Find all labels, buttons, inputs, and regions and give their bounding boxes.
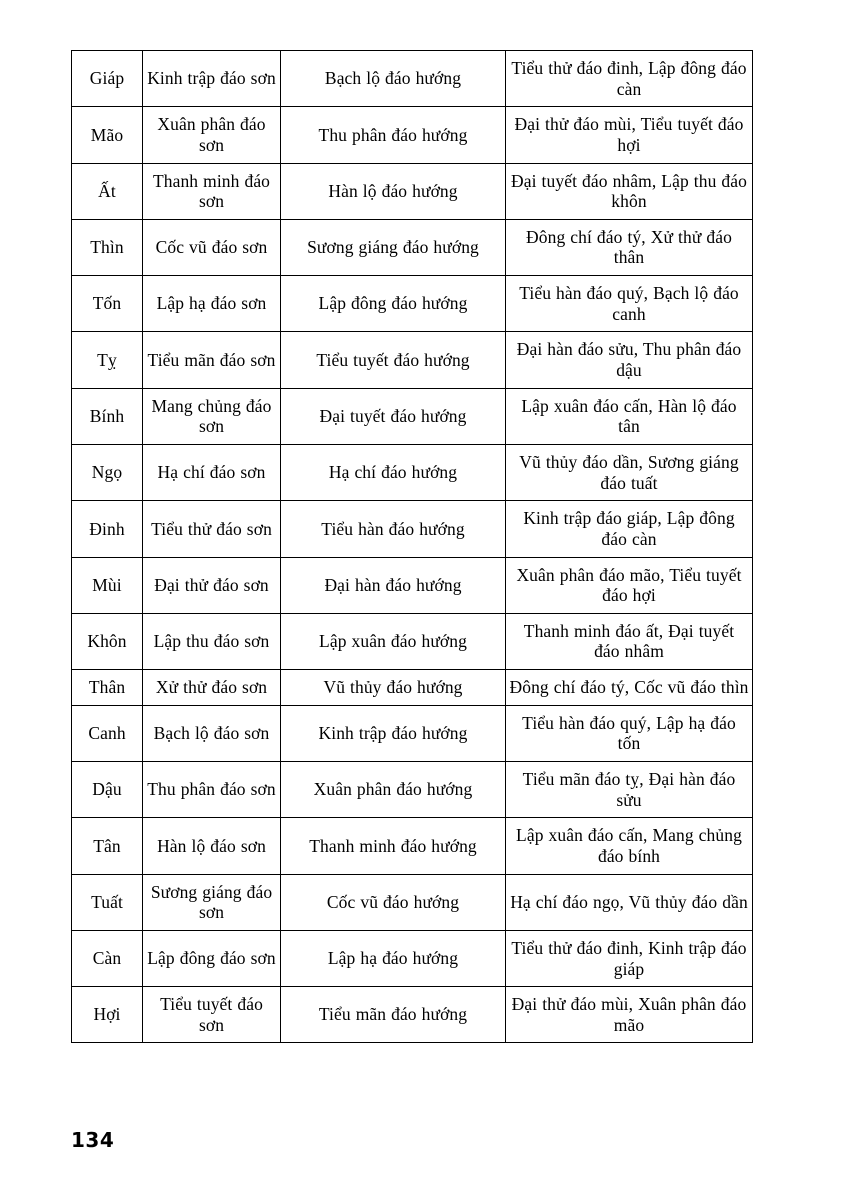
cell-dao-huong: Thanh minh đáo hướng (281, 818, 506, 874)
almanac-table-body (72, 51, 753, 1043)
cell-can-chi: Đinh (72, 501, 143, 557)
cell-can-chi: Tốn (72, 276, 143, 332)
table-row (72, 219, 753, 275)
cell-dao-pair: Lập xuân đáo cấn, Mang chủng đáo bính (506, 818, 753, 874)
cell-dao-huong: Cốc vũ đáo hướng (281, 874, 506, 930)
cell-can-chi: Mão (72, 107, 143, 163)
cell-dao-son: Kinh trập đáo sơn (143, 51, 281, 107)
cell-can-chi: Tuất (72, 874, 143, 930)
cell-dao-son: Sương giáng đáo sơn (143, 874, 281, 930)
table-row (72, 51, 753, 107)
cell-dao-huong: Bạch lộ đáo hướng (281, 51, 506, 107)
cell-dao-huong: Thu phân đáo hướng (281, 107, 506, 163)
cell-dao-son: Đại thử đáo sơn (143, 557, 281, 613)
cell-dao-pair: Đại tuyết đáo nhâm, Lập thu đáo khôn (506, 163, 753, 219)
cell-dao-huong: Xuân phân đáo hướng (281, 762, 506, 818)
cell-dao-son: Tiểu mãn đáo sơn (143, 332, 281, 388)
cell-dao-pair: Xuân phân đáo mão, Tiểu tuyết đáo hợi (506, 557, 753, 613)
table-row (72, 613, 753, 669)
cell-dao-son: Cốc vũ đáo sơn (143, 219, 281, 275)
cell-dao-huong: Sương giáng đáo hướng (281, 219, 506, 275)
cell-dao-pair: Đại hàn đáo sửu, Thu phân đáo dậu (506, 332, 753, 388)
cell-can-chi: Khôn (72, 613, 143, 669)
cell-dao-huong: Tiểu hàn đáo hướng (281, 501, 506, 557)
cell-dao-son: Xuân phân đáo sơn (143, 107, 281, 163)
table-row (72, 501, 753, 557)
table-row (72, 332, 753, 388)
cell-dao-son: Hạ chí đáo sơn (143, 444, 281, 500)
table-row (72, 818, 753, 874)
cell-dao-son: Mang chủng đáo sơn (143, 388, 281, 444)
cell-dao-son: Lập đông đáo sơn (143, 930, 281, 986)
cell-dao-son: Thu phân đáo sơn (143, 762, 281, 818)
cell-dao-pair: Tiểu thử đáo đinh, Kinh trập đáo giáp (506, 930, 753, 986)
cell-dao-son: Tiểu thử đáo sơn (143, 501, 281, 557)
table-row (72, 388, 753, 444)
cell-dao-pair: Tiểu thử đáo đinh, Lập đông đáo càn (506, 51, 753, 107)
cell-can-chi: Thân (72, 670, 143, 706)
table-row (72, 930, 753, 986)
cell-dao-pair: Thanh minh đáo ất, Đại tuyết đáo nhâm (506, 613, 753, 669)
cell-dao-huong: Hạ chí đáo hướng (281, 444, 506, 500)
cell-dao-huong: Đại hàn đáo hướng (281, 557, 506, 613)
cell-can-chi: Tỵ (72, 332, 143, 388)
table-row (72, 762, 753, 818)
table-row (72, 276, 753, 332)
cell-dao-son: Bạch lộ đáo sơn (143, 705, 281, 761)
table-row (72, 987, 753, 1043)
table-row (72, 874, 753, 930)
cell-can-chi: Bính (72, 388, 143, 444)
cell-dao-huong: Đại tuyết đáo hướng (281, 388, 506, 444)
cell-dao-pair: Đông chí đáo tý, Xử thử đáo thân (506, 219, 753, 275)
almanac-table (71, 50, 753, 1043)
cell-can-chi: Càn (72, 930, 143, 986)
cell-dao-son: Lập hạ đáo sơn (143, 276, 281, 332)
cell-can-chi: Thìn (72, 219, 143, 275)
table-row (72, 444, 753, 500)
cell-dao-huong: Hàn lộ đáo hướng (281, 163, 506, 219)
cell-dao-son: Tiểu tuyết đáo sơn (143, 987, 281, 1043)
cell-dao-pair: Đông chí đáo tý, Cốc vũ đáo thìn (506, 670, 753, 706)
table-row (72, 557, 753, 613)
cell-dao-huong: Kinh trập đáo hướng (281, 705, 506, 761)
cell-dao-son: Xử thử đáo sơn (143, 670, 281, 706)
cell-dao-pair: Tiểu mãn đáo tỵ, Đại hàn đáo sửu (506, 762, 753, 818)
cell-dao-son: Thanh minh đáo sơn (143, 163, 281, 219)
cell-can-chi: Hợi (72, 987, 143, 1043)
cell-can-chi: Mùi (72, 557, 143, 613)
cell-dao-son: Lập thu đáo sơn (143, 613, 281, 669)
cell-dao-pair: Kinh trập đáo giáp, Lập đông đáo càn (506, 501, 753, 557)
cell-dao-huong: Lập đông đáo hướng (281, 276, 506, 332)
cell-dao-pair: Tiểu hàn đáo quý, Bạch lộ đáo canh (506, 276, 753, 332)
cell-dao-son: Hàn lộ đáo sơn (143, 818, 281, 874)
cell-can-chi: Canh (72, 705, 143, 761)
cell-dao-huong: Lập hạ đáo hướng (281, 930, 506, 986)
cell-dao-huong: Tiểu mãn đáo hướng (281, 987, 506, 1043)
cell-dao-pair: Lập xuân đáo cấn, Hàn lộ đáo tân (506, 388, 753, 444)
cell-dao-pair: Vũ thủy đáo dần, Sương giáng đáo tuất (506, 444, 753, 500)
table-row (72, 107, 753, 163)
page-number: 134 (71, 1128, 115, 1152)
almanac-table-container (71, 50, 752, 1043)
cell-can-chi: Dậu (72, 762, 143, 818)
cell-dao-pair: Đại thử đáo mùi, Tiểu tuyết đáo hợi (506, 107, 753, 163)
cell-dao-pair: Đại thử đáo mùi, Xuân phân đáo mão (506, 987, 753, 1043)
cell-dao-huong: Tiểu tuyết đáo hướng (281, 332, 506, 388)
table-row (72, 705, 753, 761)
table-row (72, 163, 753, 219)
cell-dao-pair: Tiểu hàn đáo quý, Lập hạ đáo tốn (506, 705, 753, 761)
cell-can-chi: Ất (72, 163, 143, 219)
cell-can-chi: Giáp (72, 51, 143, 107)
cell-can-chi: Ngọ (72, 444, 143, 500)
cell-dao-pair: Hạ chí đáo ngọ, Vũ thủy đáo dần (506, 874, 753, 930)
cell-can-chi: Tân (72, 818, 143, 874)
cell-dao-huong: Vũ thủy đáo hướng (281, 670, 506, 706)
table-row (72, 670, 753, 706)
cell-dao-huong: Lập xuân đáo hướng (281, 613, 506, 669)
